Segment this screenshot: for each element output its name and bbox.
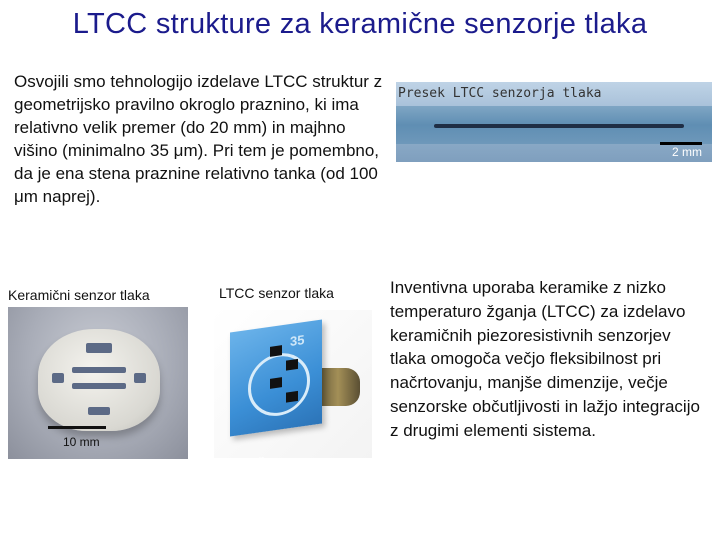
ltcc-chip <box>230 320 322 467</box>
photo-right-caption: LTCC senzor tlaka <box>219 285 334 301</box>
scale-label: 10 mm <box>63 435 100 449</box>
disk-pad <box>52 373 64 383</box>
description-paragraph: Inventivna uporaba keramike z nizko temperaturo žganja (LTCC) za izdelavo keramičnih piezoresistivnih senzorjev tlaka omogoča večjo fleksibilnost pri načrtovanju, manjše dimenzije, večje senzorske občutljivosti in lažjo integracijo z drugimi elementi sistema. <box>390 278 700 440</box>
chip-pad <box>286 359 298 371</box>
scale-label: 2 mm <box>672 145 702 159</box>
disk-pad <box>86 343 112 353</box>
scale-bar <box>48 426 106 429</box>
chip-pad <box>270 345 282 357</box>
intro-paragraph: Osvojili smo tehnologijo izdelave LTCC struktur z geometrijsko pravilno okroglo praznino, ki ima relativno velik premer (do 20 mm) in majhno višino (minimalno 35 μm). Pri tem je pomembno, da je ena stena praznine relativno tanka (od 100 μm naprej). <box>14 72 383 206</box>
scale-label: 5 mm <box>242 453 265 467</box>
disk-pad <box>134 373 146 383</box>
ltcc-sensor-photo <box>214 310 372 467</box>
slide-title: LTCC strukture za keramične senzorje tlaka <box>72 8 648 40</box>
cross-section-image <box>396 82 712 162</box>
chip-marking: 35 <box>290 331 305 350</box>
chip-pad <box>286 391 298 403</box>
disk-pad <box>72 383 126 389</box>
photo-left-caption: Keramični senzor tlaka <box>8 287 150 303</box>
disk-pad <box>72 367 126 373</box>
scale-bar <box>234 464 274 473</box>
cavity-gap <box>434 124 684 128</box>
ceramic-disk <box>38 329 160 431</box>
cross-section-label: Presek LTCC senzorja tlaka <box>398 86 602 101</box>
disk-pad <box>88 407 110 415</box>
ceramic-sensor-photo <box>8 307 188 459</box>
pressure-port <box>320 368 360 406</box>
chip-pad <box>270 377 282 389</box>
